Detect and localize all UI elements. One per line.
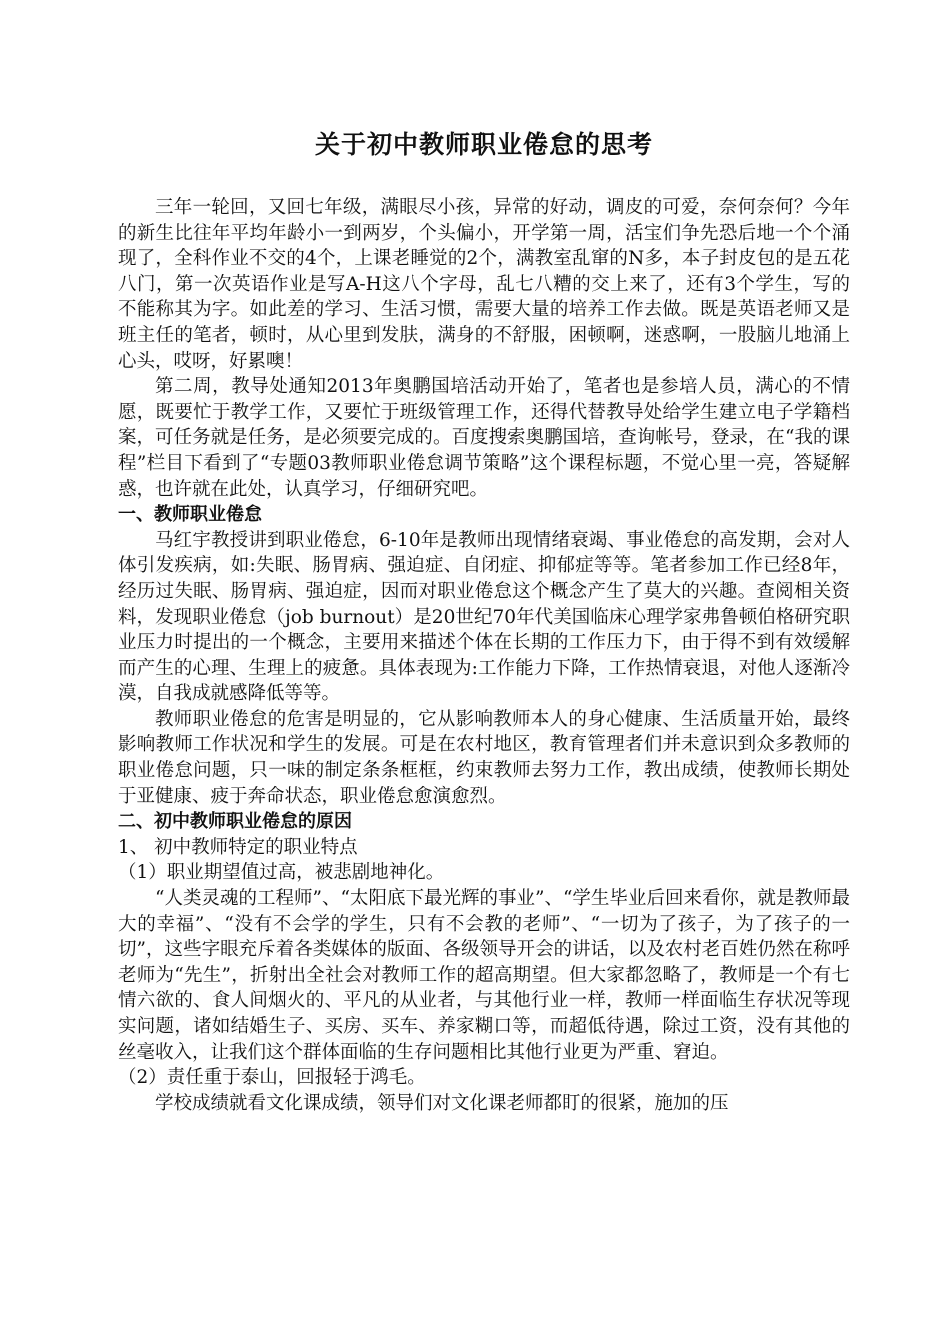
section-2-point-2-paragraph: 学校成绩就看文化课成绩，领导们对文化课老师都盯的很紧，施加的压	[155, 1092, 729, 1114]
document-title: 关于初中教师职业倦怠的思考	[314, 130, 653, 159]
section-2-point-1-paragraph: “人类灵魂的工程师”、“太阳底下最光辉的事业”、“学生毕业后回来看你，就是教师最大的幸福”、“没有不会学的学生，只有不会教的老师”、“一切为了孩子，为了孩子的一切”，这些字眼充斥着各类媒体的版面、各级领导开会的讲话，以及农村老百姓仍然在称呼老师为“先生”，折射出全社会对教师工作的超高期望。但大家都忽略了，教师是一个有七情六欲的、食人间烟火的、平凡的从业者，与其他行业一样，教师一样面临生存状况等现实问题，诸如结婚生子、买房、买车、养家糊口等，而超低待遇，除过工资，没有其他的丝毫收入，让我们这个群体面临的生存问题相比其他行业更为严重、窘迫。	[118, 888, 850, 1063]
section-2-point-1: （1）职业期望值过高，被悲剧地神化。	[118, 862, 445, 884]
section-1-heading: 一、教师职业倦怠	[118, 504, 262, 526]
section-1-paragraph-2: 教师职业倦怠的危害是明显的，它从影响教师本人的身心健康、生活质量开始，最终影响教师工作状况和学生的发展。可是在农村地区，教育管理者们并未意识到众多教师的职业倦怠问题，只一味的制定条条框框，约束教师去努力工作，教出成绩，使教师长期处于亚健康、疲于奔命状态，职业倦怠愈演愈烈。	[118, 708, 850, 807]
section-2-heading: 二、初中教师职业倦怠的原因	[118, 811, 352, 833]
intro-paragraph-1: 三年一轮回，又回七年级，满眼尽小孩，异常的好动，调皮的可爱，奈何奈何？今年的新生比往年平均年龄小一到两岁，个头偏小，开学第一周，活宝们争先恐后地一个个涌现了，全科作业不交的4个，上课老睡觉的2个，满教室乱窜的N多，本子封皮包的是五花八门，第一次英语作业是写A-H这八个字母，乱七八糟的交上来了，还有3个学生，写的不能称其为字。如此差的学习、生活习惯，需要大量的培养工作去做。既是英语老师又是班主任的笔者，顿时，从心里到发肤，满身的不舒服，困顿啊，迷惑啊，一股脑儿地涌上心头，哎呀，好累噢！	[118, 197, 850, 372]
document-page	[118, 118, 850, 1116]
section-2-subheading: 1、 初中教师特定的职业特点	[118, 836, 358, 858]
section-2-point-2: （2）责任重于泰山，回报轻于鸿毛。	[118, 1067, 426, 1089]
intro-paragraph-2: 第二周，教导处通知2013年奥鹏国培活动开始了，笔者也是参培人员，满心的不情愿，既要忙于教学工作，又要忙于班级管理工作，还得代替教导处给学生建立电子学籍档案，可任务就是任务，是必须要完成的。百度搜索奥鹏国培，查询帐号，登录，在“我的课程”栏目下看到了“专题03教师职业倦怠调节策略”这个课程标题，不觉心里一亮，答疑解惑，也许就在此处，认真学习，仔细研究吧。	[118, 376, 850, 500]
section-1-paragraph-1: 马红宇教授讲到职业倦怠，6-10年是教师出现情绪衰竭、事业倦怠的高发期，会对人体引发疾病，如:失眠、肠胃病、强迫症、自闭症、抑郁症等等。笔者参加工作已经8年，经历过失眠、肠胃病、强迫症，因而对职业倦怠这个概念产生了莫大的兴趣。查阅相关资料，发现职业倦怠（job burnout）是20世纪70年代美国临床心理学家弗鲁顿伯格研究职业压力时提出的一个概念，主要用来描述个体在长期的工作压力下，由于得不到有效缓解而产生的心理、生理上的疲惫。具体表现为:工作能力下降，工作热情衰退，对他人逐渐冷漠，自我成就感降低等等。	[118, 529, 850, 705]
